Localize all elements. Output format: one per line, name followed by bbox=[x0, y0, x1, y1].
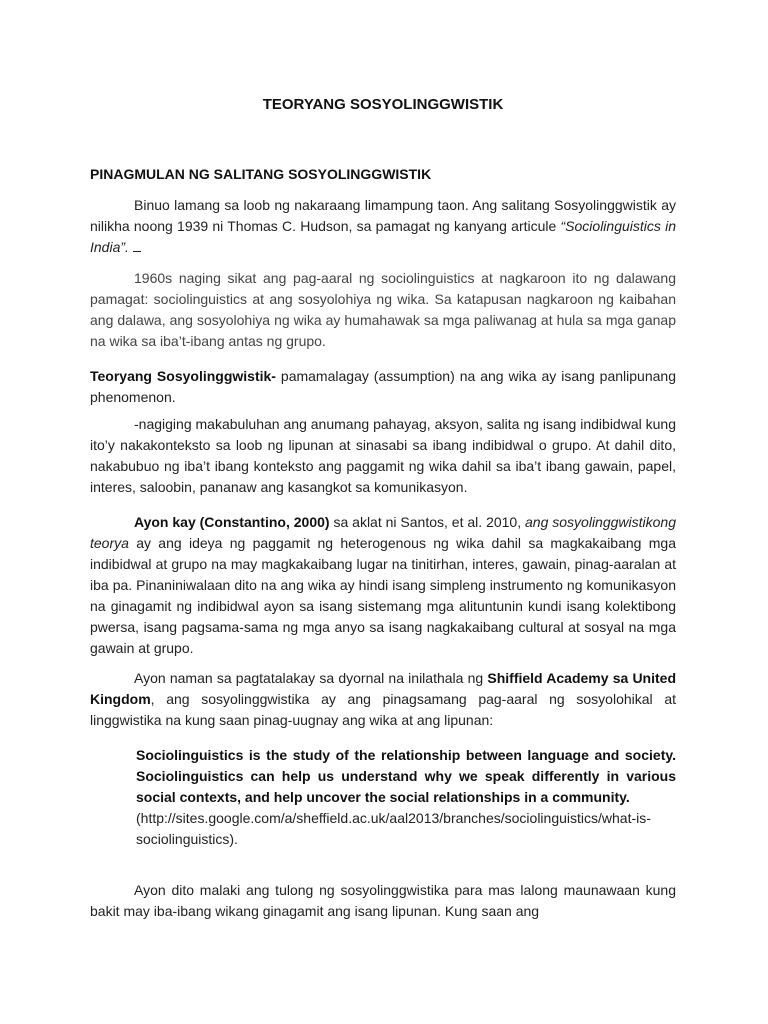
document-title: TEORYANG SOSYOLINGGWISTIK bbox=[262, 96, 504, 113]
definition-term: Teoryang Sosyolinggwistik- bbox=[90, 368, 276, 384]
paragraph-origin bbox=[90, 195, 676, 258]
paragraph-definition bbox=[90, 366, 676, 408]
quote-text: Sociolinguistics is the study of the relationship between language and society. Sociolinguistics can help us understand why we speak differently in various social contexts, and help uncover the social relationships in a community. bbox=[136, 747, 676, 805]
paragraph-1960s: 1960s naging sikat ang pag-aaral ng sociolinguistics at nagkaroon ito ng dalawang pamagat: sociolinguistics at ang sosyolohiya ng wika. Sa katapusan nagkaroon ng kaibahan ang dalawa, ang sosyolohiya ng wika ay humahawak sa mga paliwanag at hula sa mga ganap na wika sa iba’t-ibang antas ng grupo. bbox=[90, 270, 676, 349]
constantino-italic: ang sosyolinggwistikong teorya bbox=[90, 514, 676, 551]
section-heading: PINAGMULAN NG SALITANG SOSYOLINGGWISTIK bbox=[90, 166, 432, 182]
sheffield-academy: Shiffield Academy sa United Kingdom bbox=[90, 670, 676, 707]
paragraph-origin-text: Binuo lamang sa loob ng nakaraang limampung taon. Ang salitang Sosyolinggwistik ay nilikha noong 1939 ni Thomas C. Hudson, sa pamagat ng kanyang articule bbox=[90, 197, 676, 234]
constantino-citation: Ayon kay (Constantino, 2000) bbox=[134, 514, 330, 530]
constantino-text-a: sa aklat ni Santos, et al. 2010, bbox=[329, 514, 525, 530]
block-quote bbox=[136, 745, 676, 850]
paragraph-constantino bbox=[90, 512, 676, 659]
sheffield-text-b: , ang sosyolinggwistika ay ang pinagsamang pag-aaral ng sosyolohikal at linggwistika na kung saan pinag-uugnay ang wika at ang lipunan: bbox=[90, 691, 676, 728]
definition-text: pamamalagay (assumption) na ang wika ay isang panlipunang phenomenon. bbox=[90, 368, 676, 405]
constantino-text-b: ay ang ideya ng paggamit ng heterogenous ng wika dahil sa magkakaibang mga indibidwal at grupo na may magkakaibang lugar na tinitirhan, interes, gawain, pinag-aaralan at iba pa. Pinaniniwalaan dito na ang wika ay hindi isang simpleng instrumento ng komunikasyon na ginagamit ng indibidwal ayon sa isang sistemang mga alituntunin kundi isang kolektibong pwersa, isang pagsama-sama ng mga anyo sa isang nagkakaibang cultural at sosyal na mga gawain at grupo. bbox=[90, 535, 676, 656]
paragraph-sheffield bbox=[90, 668, 676, 731]
article-title: “Sociolinguistics in India”. bbox=[90, 218, 676, 255]
paragraph-meaning: -nagiging makabuluhan ang anumang pahayag, aksyon, salita ng isang indibidwal kung ito’y nakakonteksto sa loob ng lipunan at sinasabi sa ibang indibidwal o grupo. At dahil dito, nakabubuo ng iba’t ibang konteksto ang paggamit ng wika dahil sa iba’t ibang gawain, papel, interes, saloobin, pananaw ang kasangkot sa komunikasyon. bbox=[90, 416, 676, 495]
sheffield-text-a: Ayon naman sa pagtatalakay sa dyornal na inilathala ng bbox=[134, 670, 488, 686]
quote-source: (http://sites.google.com/a/sheffield.ac.uk/aal2013/branches/sociolinguistics/what-is-sociolinguistics). bbox=[136, 810, 651, 847]
text-cursor bbox=[133, 239, 141, 252]
paragraph-conclusion: Ayon dito malaki ang tulong ng sosyolinggwistika para mas lalong maunawaan kung bakit may iba-ibang wikang ginagamit ang isang lipunan. Kung saan ang bbox=[90, 882, 676, 919]
